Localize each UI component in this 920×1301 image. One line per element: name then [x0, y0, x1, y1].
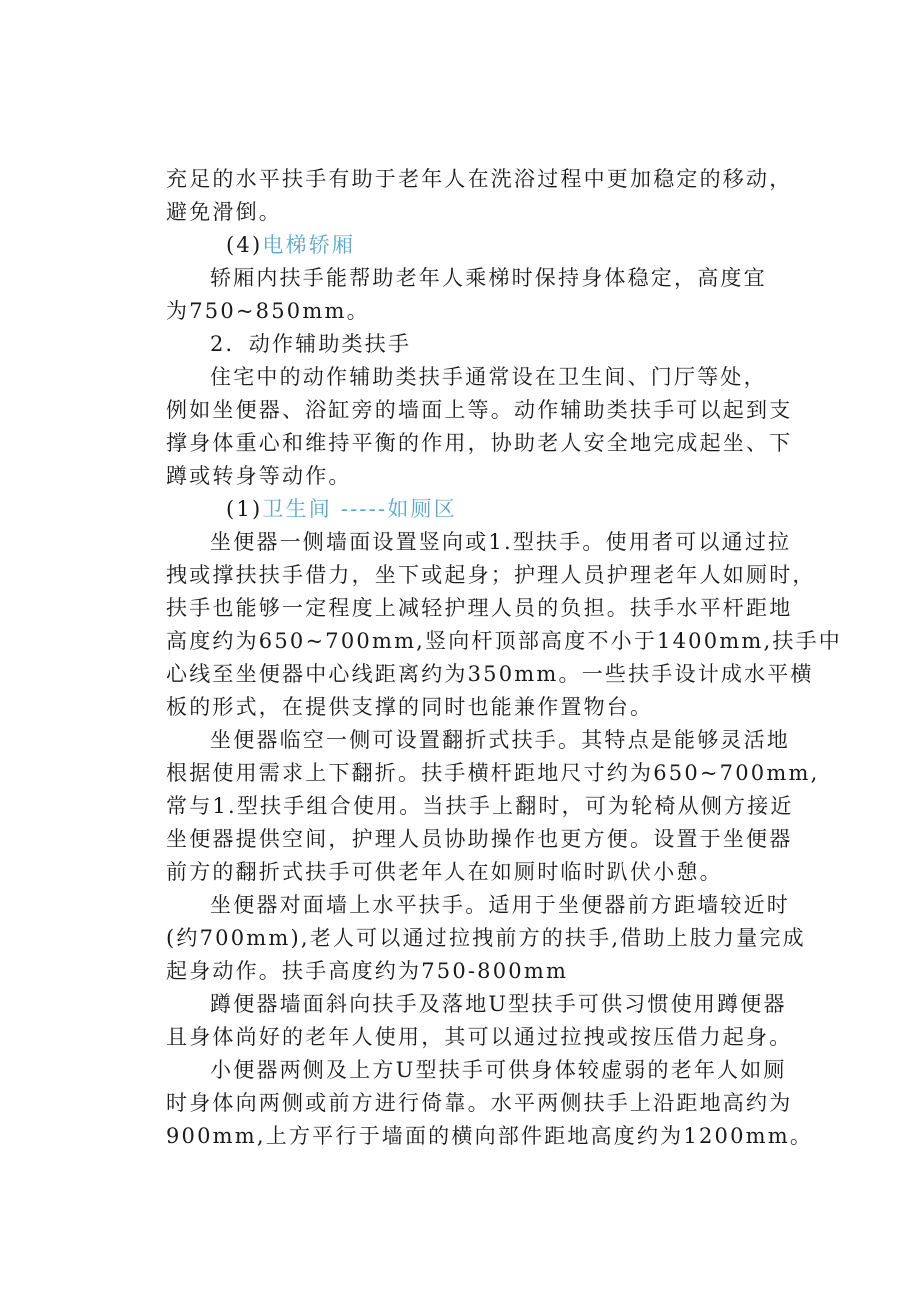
heading-number: (1) [226, 497, 263, 521]
section-heading [226, 233, 355, 257]
paragraph-line: (约700mm),老人可以通过拉拽前方的扶手,借助上肢力量完成 [166, 926, 806, 950]
section-heading [226, 497, 457, 521]
paragraph-line: 小便器两侧及上方U型扶手可供身体较虚弱的老年人如厕 [210, 1058, 787, 1082]
paragraph-line: 蹲或转身等动作。 [166, 464, 352, 488]
paragraph-line: 坐便器提供空间，护理人员协助操作也更方便。设置于坐便器 [166, 827, 793, 851]
paragraph-line: 时身体向两侧或前方进行倚靠。水平两侧扶手上沿距地高约为 [166, 1091, 793, 1115]
heading-title: 卫生间 -----如厕区 [262, 497, 457, 521]
paragraph-line: 前方的翻折式扶手可供老年人在如厕时临时趴伏小憩。 [166, 860, 723, 884]
paragraph-line: 坐便器一侧墙面设置竖向或1.型扶手。使用者可以通过拉 [210, 530, 792, 554]
paragraph-line: 避免滑倒。 [166, 200, 282, 224]
paragraph-line: 拽或撑扶扶手借力，坐下或起身；护理人员护理老年人如厕时， [166, 563, 816, 587]
paragraph-line: 蹲便器墙面斜向扶手及落地U型扶手可供习惯使用蹲便器 [210, 992, 787, 1016]
paragraph-line: 起身动作。扶手高度约为750-800mm [166, 959, 569, 983]
paragraph-line: 心线至坐便器中心线距离约为350mm。一些扶手设计成水平横 [166, 662, 814, 686]
paragraph-line: 撑身体重心和维持平衡的作用，协助老人安全地完成起坐、下 [166, 431, 793, 455]
paragraph-line: 住宅中的动作辅助类扶手通常设在卫生间、门厅等处， [210, 365, 767, 389]
heading-title: 电梯轿厢 [262, 233, 356, 257]
paragraph-line: 轿厢内扶手能帮助老年人乘梯时保持身体稳定，高度宜 [210, 266, 767, 290]
paragraph-line: 坐便器临空一侧可设置翻折式扶手。其特点是能够灵活地 [210, 728, 790, 752]
paragraph-line: 常与1.型扶手组合使用。当扶手上翻时，可为轮椅从侧方接近 [166, 794, 794, 818]
paragraph-line: 充足的水平扶手有助于老年人在洗浴过程中更加稳定的移动， [166, 167, 793, 191]
paragraph-line: 900mm,上方平行于墙面的横向部件距地高度约为1200mm。 [166, 1124, 814, 1148]
paragraph-line: 且身体尚好的老年人使用，其可以通过拉拽或按压借力起身。 [166, 1025, 793, 1049]
paragraph-line: 为750~850mm。 [166, 299, 370, 323]
heading-number: (4) [226, 233, 263, 257]
paragraph-line: 根据使用需求上下翻折。扶手横杆距地尺寸约为650~700mm, [166, 761, 820, 785]
paragraph-line: 例如坐便器、浴缸旁的墙面上等。动作辅助类扶手可以起到支 [166, 398, 793, 422]
paragraph-line: 坐便器对面墙上水平扶手。适用于坐便器前方距墙较近时 [210, 893, 790, 917]
paragraph-line: 高度约为650~700mm,竖向杆顶部高度不小于1400mm,扶手中 [166, 629, 843, 653]
paragraph-line: 板的形式，在提供支撑的同时也能兼作置物台。 [166, 695, 654, 719]
subsection-heading: 2．动作辅助类扶手 [210, 332, 412, 356]
paragraph-line: 扶手也能够一定程度上减轻护理人员的负担。扶手水平杆距地 [166, 596, 793, 620]
